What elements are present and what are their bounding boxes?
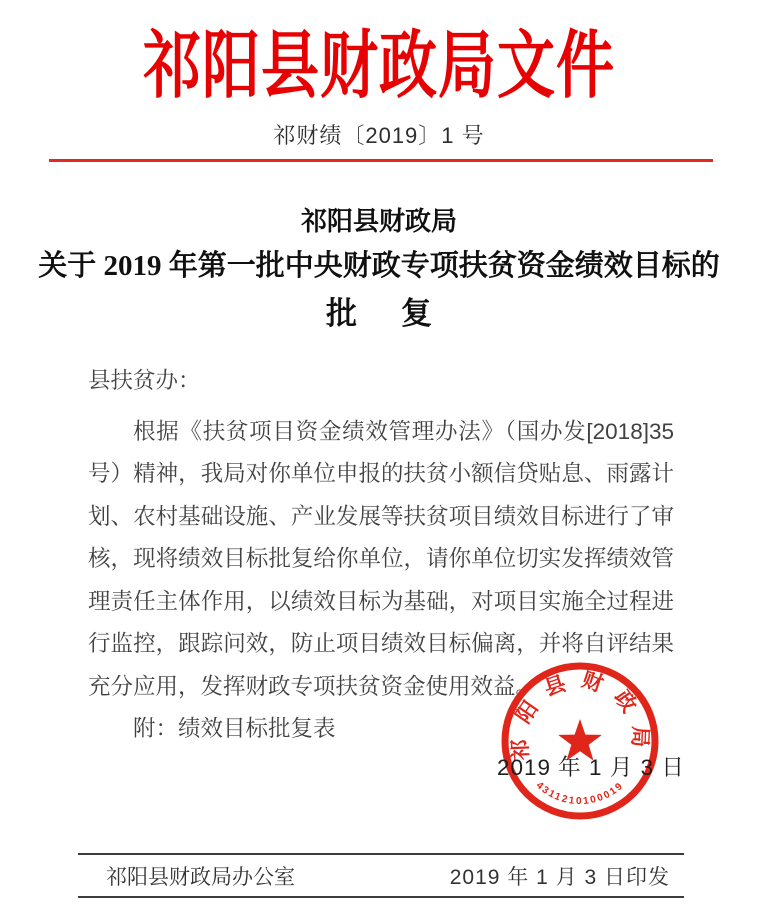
footer-rule-bottom: [78, 896, 684, 898]
title-subject: 关于 2019 年第一批中央财政专项扶贫资金绩效目标的: [38, 250, 720, 282]
seal-serial-number: 4311210100019: [533, 779, 627, 808]
footer-rule-top: [78, 853, 684, 855]
document-number: 祁财绩〔2019〕1 号: [273, 123, 485, 148]
title-organization: 祁阳县财政局: [300, 207, 457, 236]
title-document-type: [0, 288, 758, 333]
masthead-title: 祁阳县财政局文件: [142, 24, 615, 107]
official-seal: [501, 662, 659, 820]
footer-print-date: 2019 年 1 月 3 日印发: [449, 866, 670, 889]
signature-date: 2019 年 1 月 3 日: [497, 755, 685, 780]
footer-row: [78, 861, 684, 891]
body-paragraph: 根据《扶贫项目资金绩效管理办法》（国办发[2018]35 号）精神，我局对你单位申报的扶贫小额信贷贴息、雨露计划、农村基础设施、产业发展等扶贫项目绩效目标进行了审核，现将绩效目标批复给你单位，请你单位切实发挥绩效管理责任主体作用，以绩效目标为基础，对项目实施全过程进行监控，跟踪问效，防止项目绩效目标偏离，并将自评结果充分应用，发挥财政专项扶贫资金使用效益。: [88, 418, 674, 699]
red-separator-rule: [49, 159, 713, 162]
footer-issuing-office: 祁阳县财政局办公室: [106, 866, 295, 889]
title-type-char-2: 复: [401, 296, 432, 331]
salutation: 县扶贫办：: [88, 368, 201, 393]
title-type-char-1: 批: [326, 296, 357, 331]
attachment-note: 附：绩效目标批复表: [133, 716, 336, 741]
seal-organization-text: 祁阳县财政局: [507, 667, 653, 761]
